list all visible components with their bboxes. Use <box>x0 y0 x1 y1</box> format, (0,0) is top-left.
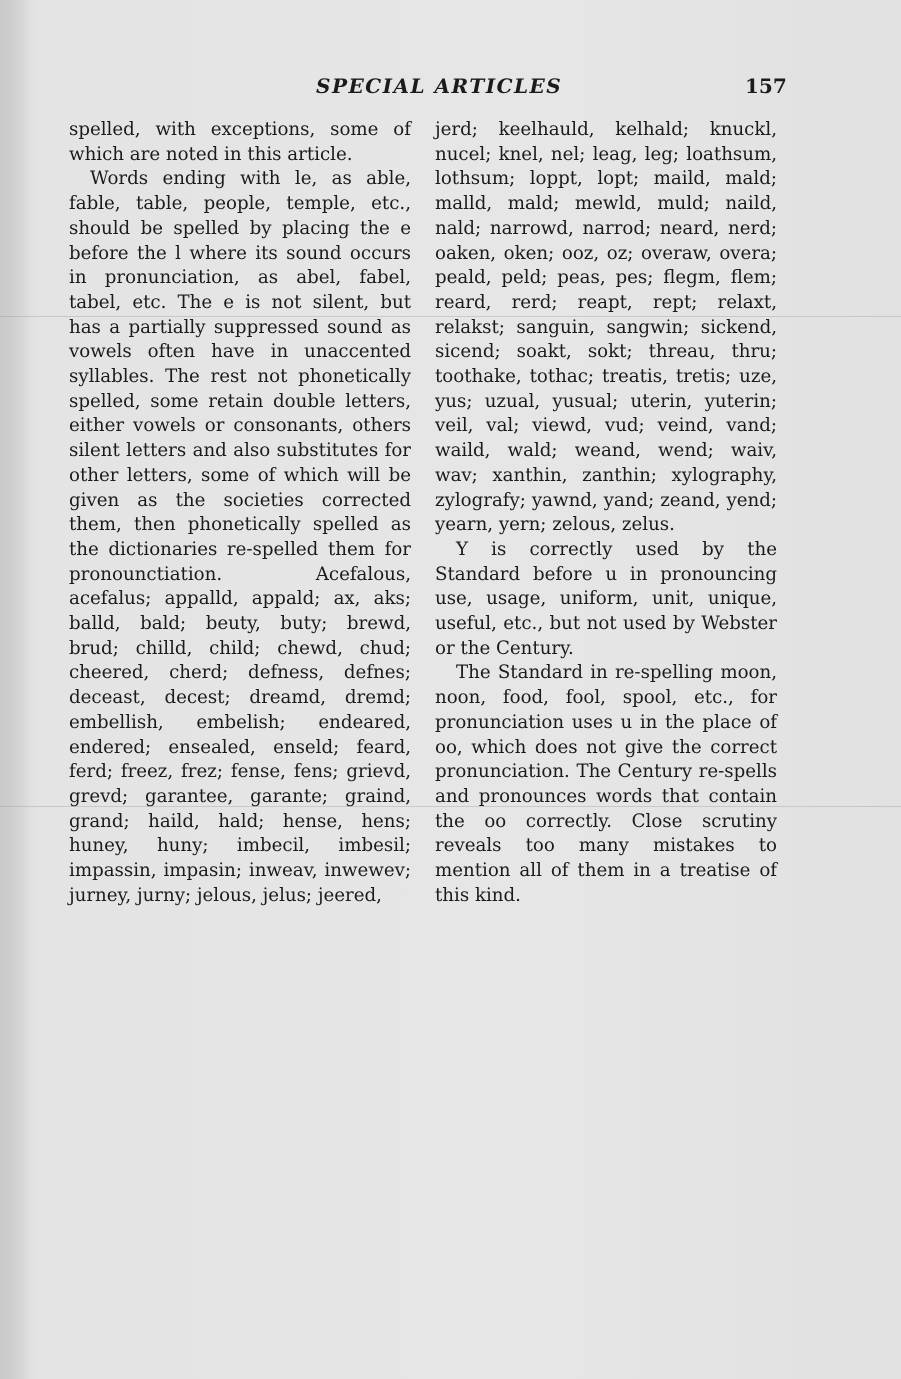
paragraph: Y is correctly used by the Standard before u in pronouncing use, usage, uniform, unit, unique, useful, etc., but not used by Webster or the Century. <box>435 538 777 659</box>
paragraph: Words ending with le, as able, fable, table, people, temple, etc., should be spelled by placing the e before the l where its sound occurs in pronunciation, as abel, fabel, tabel, etc. The e is not silent, but has a partially suppressed sound as vowels often have in unaccented syllables. The rest not phonetically spelled, some retain double letters, either vowels or consonants, others silent letters and also substitutes for other letters, some of which will be given as the societies corrected them, then phonetically spelled as the dictionaries re-spelled them for pronounctiation. Acefalous, acefalus; appalld, appald; ax, aks; balld, bald; beuty, buty; brewd, brud; chilld, child; chewd, chud; cheered, cherd; defness, defnes; deceast, decest; dreamd, dremd; embellish, embelish; endeared, endered; ensealed, enseld; feard, ferd; freez, frez; fense, fens; grievd, grevd; garantee, garante; graind, grand; haild, hald; hense, hens; huney, huny; imbecil, imbesil; impassin, impasin; inweav, inwewev; jurney, jurny; jelous, jelus; jeered, <box>69 168 411 906</box>
paragraph: jerd; keelhauld, kelhald; knuckl, nucel; knel, nel; leag, leg; loathsum, lothsum; loppt, lopt; maild, mald; malld, mald; mewld, muld; naild, nald; narrowd, narrod; neard, nerd; oaken, oken; ooz, oz; overaw, overa; peald, peld; peas, pes; flegm, flem; reard, rerd; reapt, rept; relaxt, relakst; sanguin, sangwin; sickend, sicend; soakt, sokt; threau, thru; toothake, tothac; treatis, tretis; uze, yus; uzual, yusual; uterin, yuterin; veil, val; viewd, vud; veind, vand; waild, wald; weand, wend; waiv, wav; xanthin, zanthin; xylography, zylografy; yawnd, yand; zeand, yend; yearn, yern; zelous, zelus. <box>435 119 777 536</box>
paragraph: The Standard in re-spelling moon, noon, food, fool, spool, etc., for pronunciation uses u in the place of oo, which does not give the correct pronunciation. The Century re-spells and pronounces words that contain the oo correctly. Close scrutiny reveals too many mistakes to mention all of them in a treatise of this kind. <box>435 662 777 906</box>
left-column <box>69 118 411 909</box>
paragraph: spelled, with exceptions, some of which are noted in this article. <box>69 119 411 165</box>
page-number: 157 <box>745 74 787 98</box>
running-head: SPECIAL ARTICLES <box>316 74 563 98</box>
page-edge-shadow <box>0 0 30 1379</box>
right-column <box>435 118 777 909</box>
page-header <box>0 74 901 100</box>
